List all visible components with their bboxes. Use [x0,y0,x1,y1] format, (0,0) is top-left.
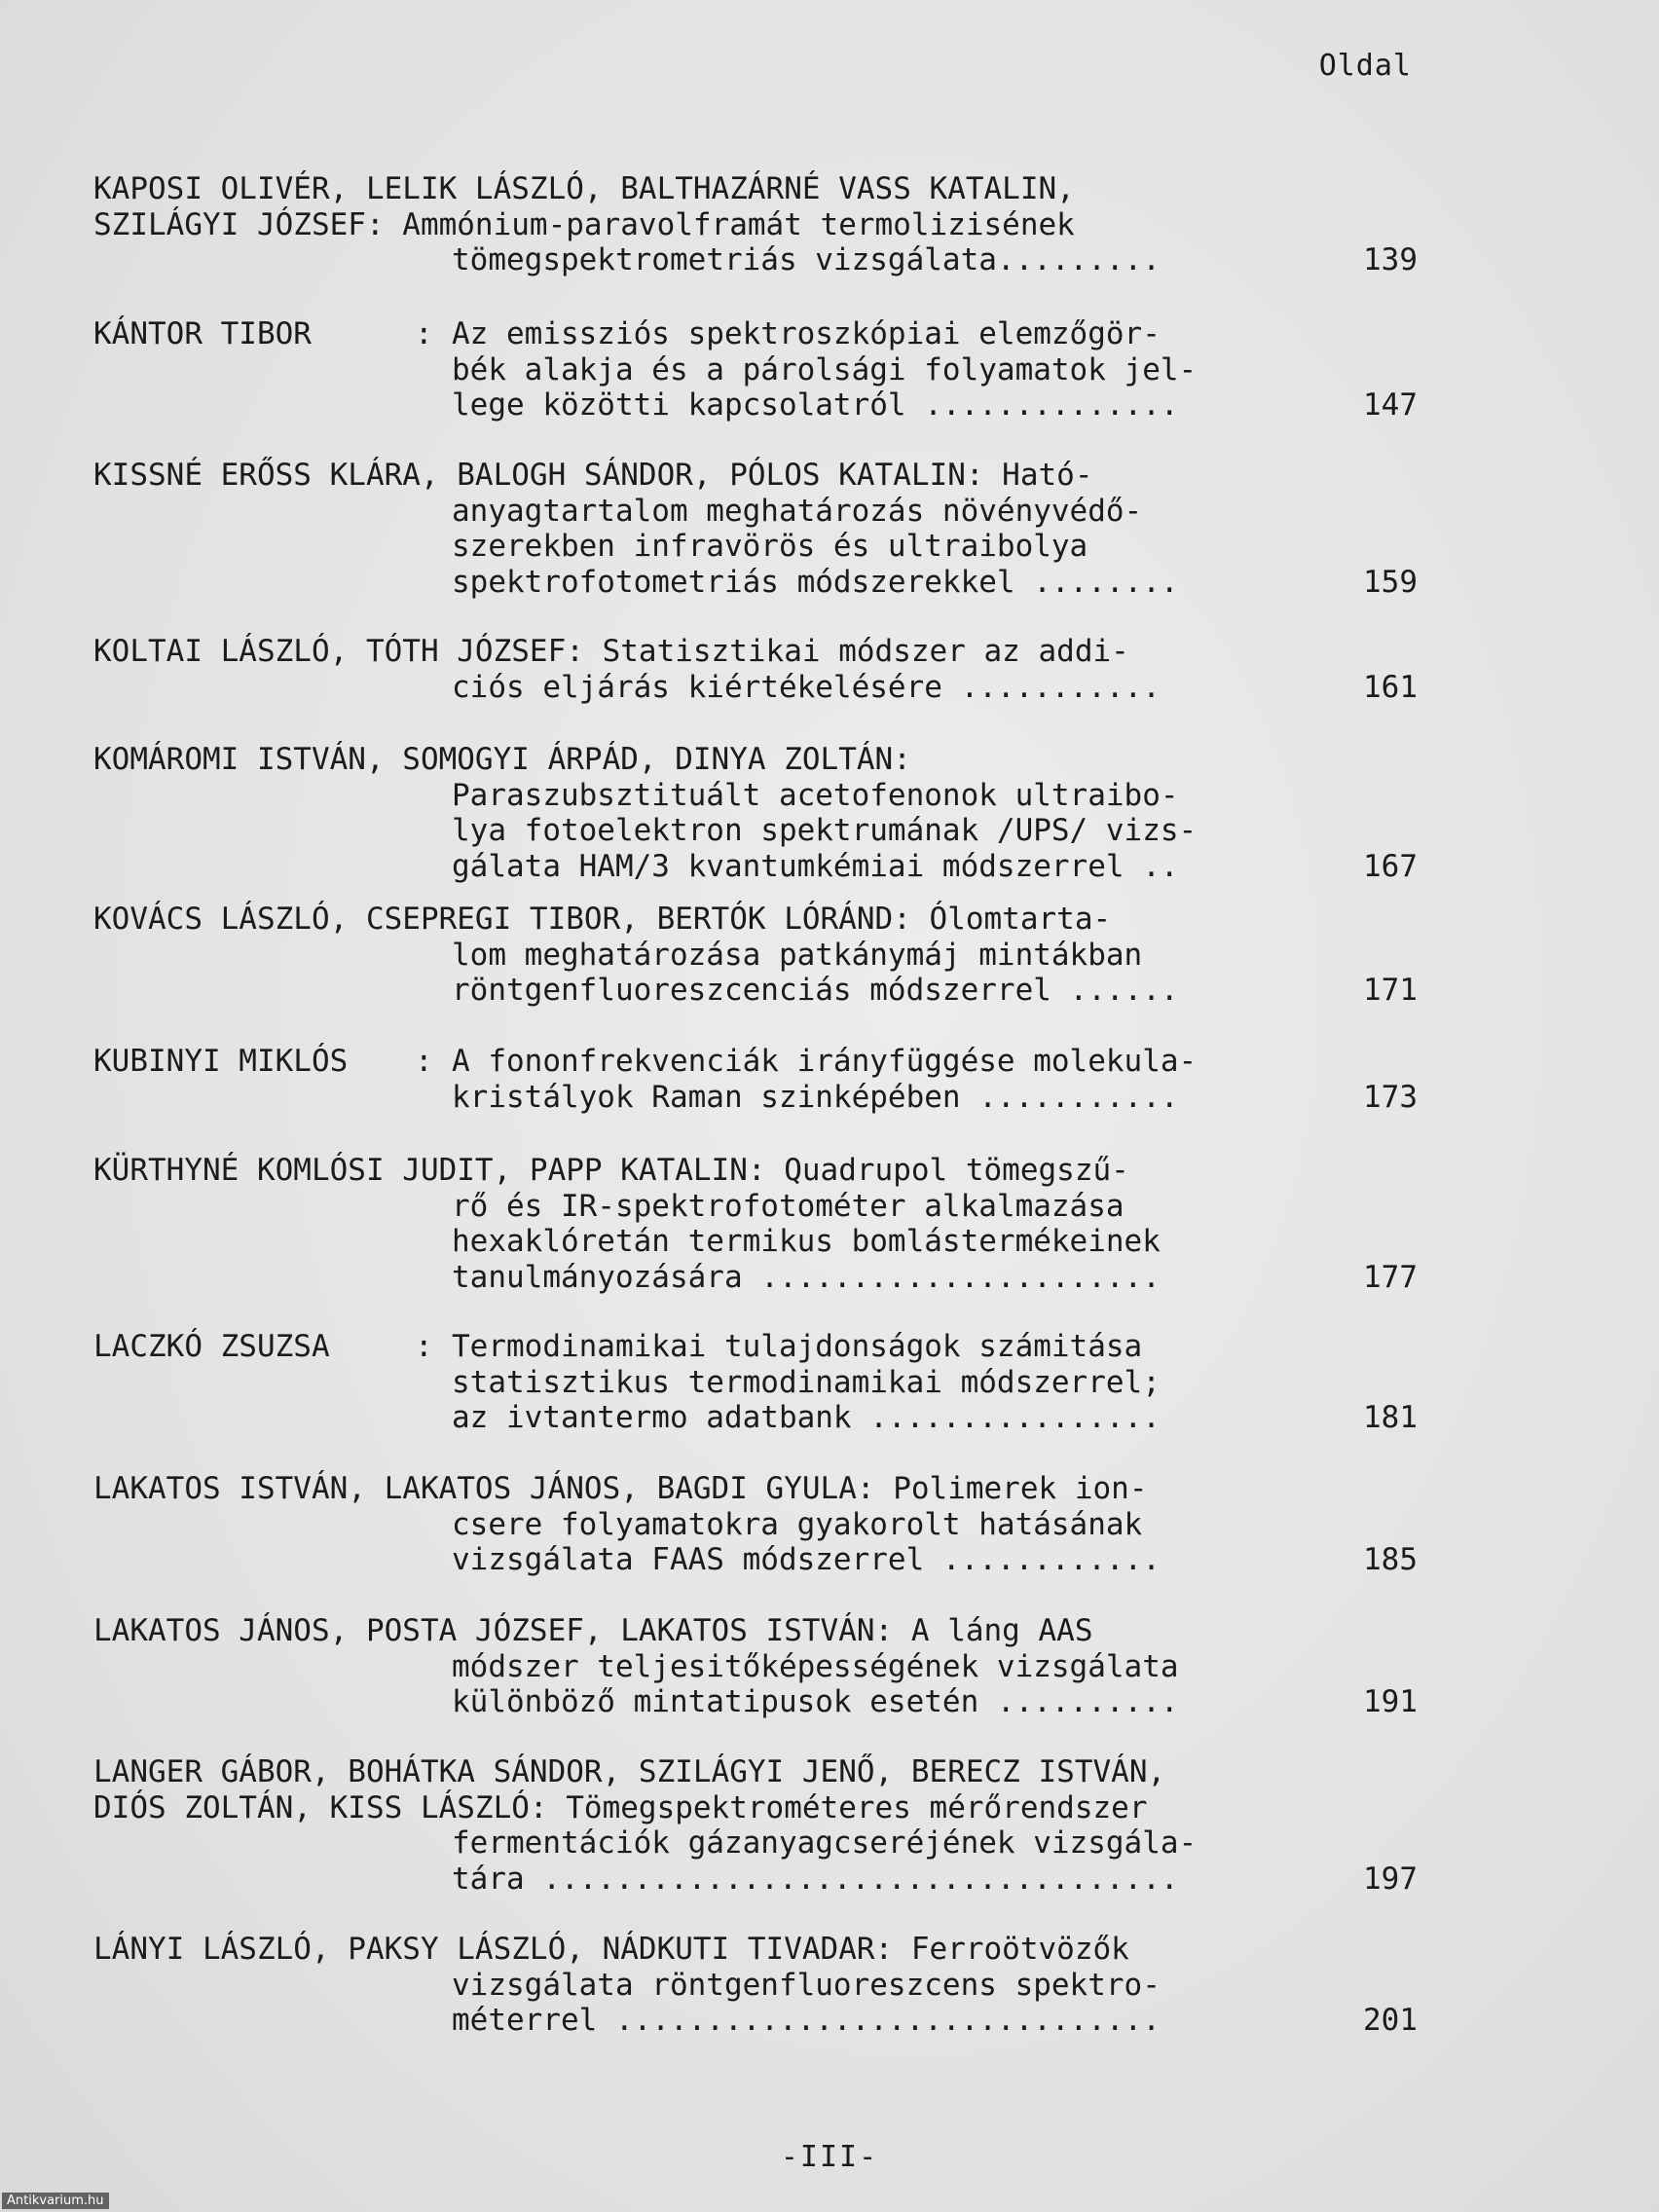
entry-title-line [93,1044,1418,1080]
entry-title-line [93,387,1418,424]
entry-title: A fononfrekvenciák irányfüggése molekula- [452,1044,1198,1079]
entry-title: vizsgálata FAAS módszerrel ............ [452,1542,1161,1577]
entry-title-line [93,849,1418,885]
entry-title: spektrofotometriás módszerekkel ........ [452,564,1179,600]
entry-authors: LAKATOS JÁNOS, POSTA JÓZSEF, LAKATOS ISTVÁN: A láng AAS [93,1613,1093,1648]
entry-title: az ivtantermo adatbank ................ [452,1400,1161,1435]
entry-page-number: 197 [1363,1861,1418,1897]
entry-title-line [93,242,1418,278]
entry-title: különböző mintatipusok esetén .......... [452,1684,1179,1719]
toc-entry [93,1044,1418,1115]
entry-title: lya fotoelektron spektrumának /UPS/ vizs- [452,813,1198,848]
entry-title: tára ................................... [452,1861,1179,1897]
entry-title: fermentációk gázanyagcseréjének vizsgála- [452,1825,1198,1861]
entry-title: lom meghatározása patkánymáj mintákban [452,937,1143,973]
entry-authors: LÁNYI LÁSZLÓ, PAKSY LÁSZLÓ, NÁDKUTI TIVADAR: Ferroötvözők [93,1932,1129,1967]
entry-title: bék alakja és a párolsági folyamatok jel- [452,351,1198,387]
toc-entry [93,171,1418,278]
entry-authors: KUBINYI MIKLÓS [93,1044,349,1079]
entry-page-number: 171 [1363,973,1418,1008]
entry-authors: LACZKÓ ZSUZSA [93,1329,330,1364]
entry-authors: LANGER GÁBOR, BOHÁTKA SÁNDOR, SZILÁGYI JENŐ, BERECZ ISTVÁN, [93,1754,1166,1789]
entry-authors: SZILÁGYI JÓZSEF: Ammónium-paravolframát termolizisének [93,206,1075,242]
entry-title: ciós eljárás kiértékelésére ........... [452,669,1161,705]
entry-title: Paraszubsztituált acetofenonok ultraibo- [452,777,1179,813]
entry-page-number: 147 [1363,387,1418,423]
site-watermark: Antikvarium.hu [2,2193,109,2209]
entry-title: hexaklóretán termikus bomlástermékeinek [452,1224,1161,1259]
entry-title: tanulmányozására ...................... [452,1259,1161,1295]
entry-page-number: 139 [1363,242,1418,277]
toc-entry [93,634,1418,705]
entry-title: vizsgálata röntgenfluoreszcens spektro- [452,1967,1161,2003]
entry-separator: : [415,1044,433,1079]
entry-title-line [93,316,1418,352]
entry-page-number: 173 [1363,1079,1418,1115]
entry-title-line [93,670,1418,706]
entry-page-number: 161 [1363,669,1418,705]
entry-title-line [93,1862,1418,1898]
toc-entry [93,316,1418,424]
entry-title-line [93,2003,1418,2039]
entry-authors: KOLTAI LÁSZLÓ, TÓTH JÓZSEF: Statisztikai módszer az addi- [93,634,1129,669]
entry-page-number: 185 [1363,1542,1418,1577]
entry-page-number: 159 [1363,564,1418,600]
entry-page-number: 177 [1363,1259,1418,1295]
entry-page-number: 191 [1363,1684,1418,1719]
entry-title-line [93,1260,1418,1296]
entry-title: statisztikus termodinamikai módszerrel; [452,1364,1161,1400]
entry-title: anyagtartalom meghatározás növényvédő- [452,493,1143,529]
page-column-header: Oldal [1318,49,1412,83]
entry-title: szerekben infravörös és ultraibolya [452,529,1088,564]
entry-page-number: 167 [1363,848,1418,884]
entry-title: csere folyamatokra gyakorolt hatásának [452,1506,1143,1542]
toc-entry [93,1932,1418,2039]
entry-page-number: 201 [1363,2003,1418,2038]
entry-title: módszer teljesitőképességének vizsgálata [452,1648,1179,1684]
entry-authors: KOMÁROMI ISTVÁN, SOMOGYI ÁRPÁD, DINYA ZOLTÁN: [93,742,911,777]
entry-title-line [93,973,1418,1009]
entry-title-line [93,565,1418,601]
entry-separator: : [415,316,433,351]
entry-title: röntgenfluoreszcenciás módszerrel ...... [452,973,1179,1008]
entry-title-line [93,1542,1418,1578]
entry-title: Termodinamikai tulajdonságok számitása [452,1329,1143,1364]
entry-title: méterrel .............................. [452,2003,1161,2038]
entry-page-number: 181 [1363,1400,1418,1435]
entry-separator: : [415,1329,433,1364]
entry-authors: DIÓS ZOLTÁN, KISS LÁSZLÓ: Tömegspektrométeres mérőrendszer [93,1789,1148,1825]
toc-entry [93,1471,1418,1578]
toc-entry [93,1754,1418,1897]
entry-authors: KÁNTOR TIBOR [93,316,312,351]
entry-title: kristályok Raman szinképében ........... [452,1079,1179,1115]
entry-authors: LAKATOS ISTVÁN, LAKATOS JÁNOS, BAGDI GYULA: Polimerek ion- [93,1471,1148,1506]
toc-entry [93,1329,1418,1436]
toc-entry [93,1153,1418,1295]
toc-entry [93,742,1418,884]
entry-title-line [93,1329,1418,1365]
entry-title: tömegspektrometriás vizsgálata......... [452,242,1161,277]
entry-title: lege közötti kapcsolatról .............. [452,387,1179,423]
entry-title-line [93,1080,1418,1116]
toc-entry [93,458,1418,600]
toc-entry [93,1613,1418,1720]
entry-title: gálata HAM/3 kvantumkémiai módszerrel .. [452,848,1179,884]
page-number-footer: -III- [780,2140,879,2174]
entry-authors: KÜRTHYNÉ KOMLÓSI JUDIT, PAPP KATALIN: Quadrupol tömegszű- [93,1153,1129,1188]
entry-authors: KISSNÉ ERŐSS KLÁRA, BALOGH SÁNDOR, PÓLOS KATALIN: Ható- [93,458,1093,493]
entry-title: rő és IR-spektrofotométer alkalmazása [452,1188,1124,1224]
entry-title-line [93,1684,1418,1720]
entry-title-line [93,1400,1418,1436]
toc-entry [93,902,1418,1009]
entry-title: Az emissziós spektroszkópiai elemzőgör- [452,316,1161,351]
entry-authors: KOVÁCS LÁSZLÓ, CSEPREGI TIBOR, BERTÓK LÓRÁND: Ólomtarta- [93,902,1112,937]
entry-authors: KAPOSI OLIVÉR, LELIK LÁSZLÓ, BALTHAZÁRNÉ VASS KATALIN, [93,171,1075,206]
